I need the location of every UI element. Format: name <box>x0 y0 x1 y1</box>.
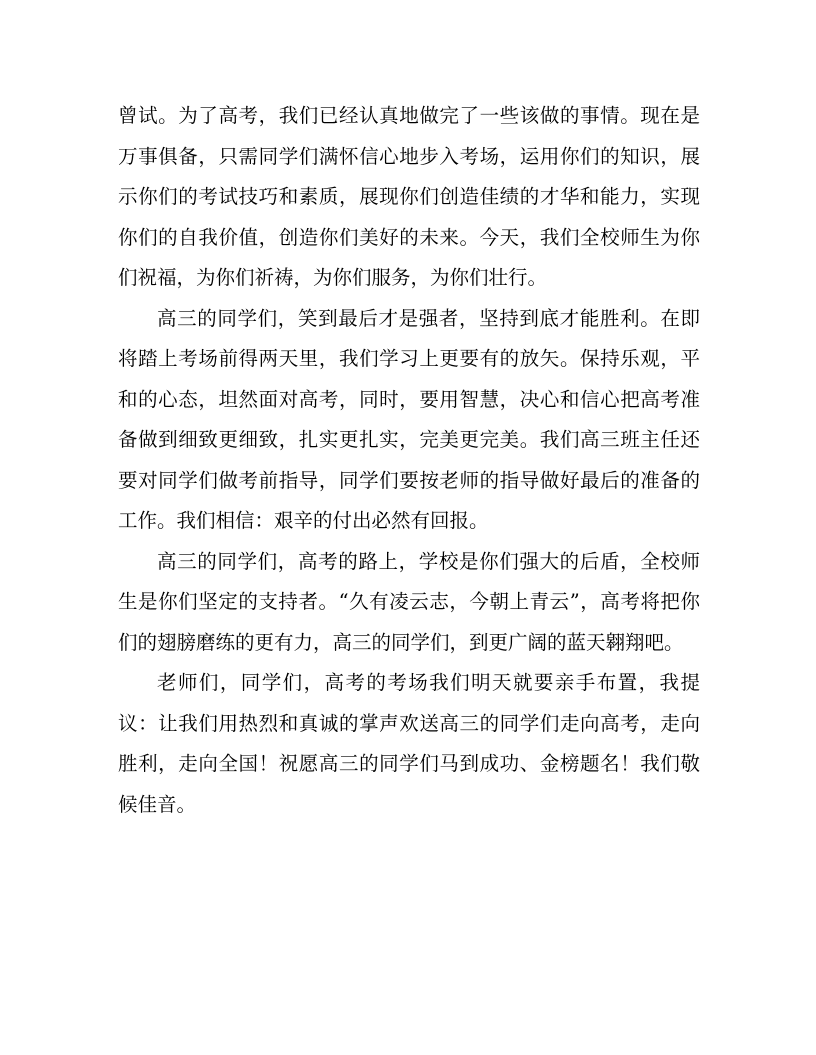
paragraph-support: 高三的同学们，高考的路上，学校是你们强大的后盾，全校师生是你们坚定的支持者。“久有凌云志，今朝上青云”，高考将把你们的翅膀磨练的更有力，高三的同学们，到更广阔的蓝天翱翔吧。 <box>118 549 700 654</box>
paragraph-encouragement: 高三的同学们，笑到最后才是强者，坚持到底才能胜利。在即将踏上考场前得两天里，我们学习上更要有的放矢。保持乐观，平和的心态，坦然面对高考，同时，要用智慧，决心和信心把高考准备做到细致更细致，扎实更扎实，完美更完美。我们高三班主任还要对同学们做考前指导，同学们要按老师的指导做好最后的准备的工作。我们相信：艰辛的付出必然有回报。 <box>118 306 700 532</box>
paragraph-closing: 老师们，同学们，高考的考场我们明天就要亲手布置，我提议：让我们用热烈和真诚的掌声欢送高三的同学们走向高考，走向胜利，走向全国！祝愿高三的同学们马到成功、金榜题名！我们敬候佳音。 <box>118 671 700 816</box>
paragraph-continuation: 曾试。为了高考，我们已经认真地做完了一些该做的事情。现在是万事俱备，只需同学们满怀信心地步入考场，运用你们的知识，展示你们的考试技巧和素质，展现你们创造佳绩的才华和能力，实现你们的自我价值，创造你们美好的未来。今天，我们全校师生为你们祝福，为你们祈祷，为你们服务，为你们壮行。 <box>118 104 700 289</box>
document-body <box>118 96 700 825</box>
